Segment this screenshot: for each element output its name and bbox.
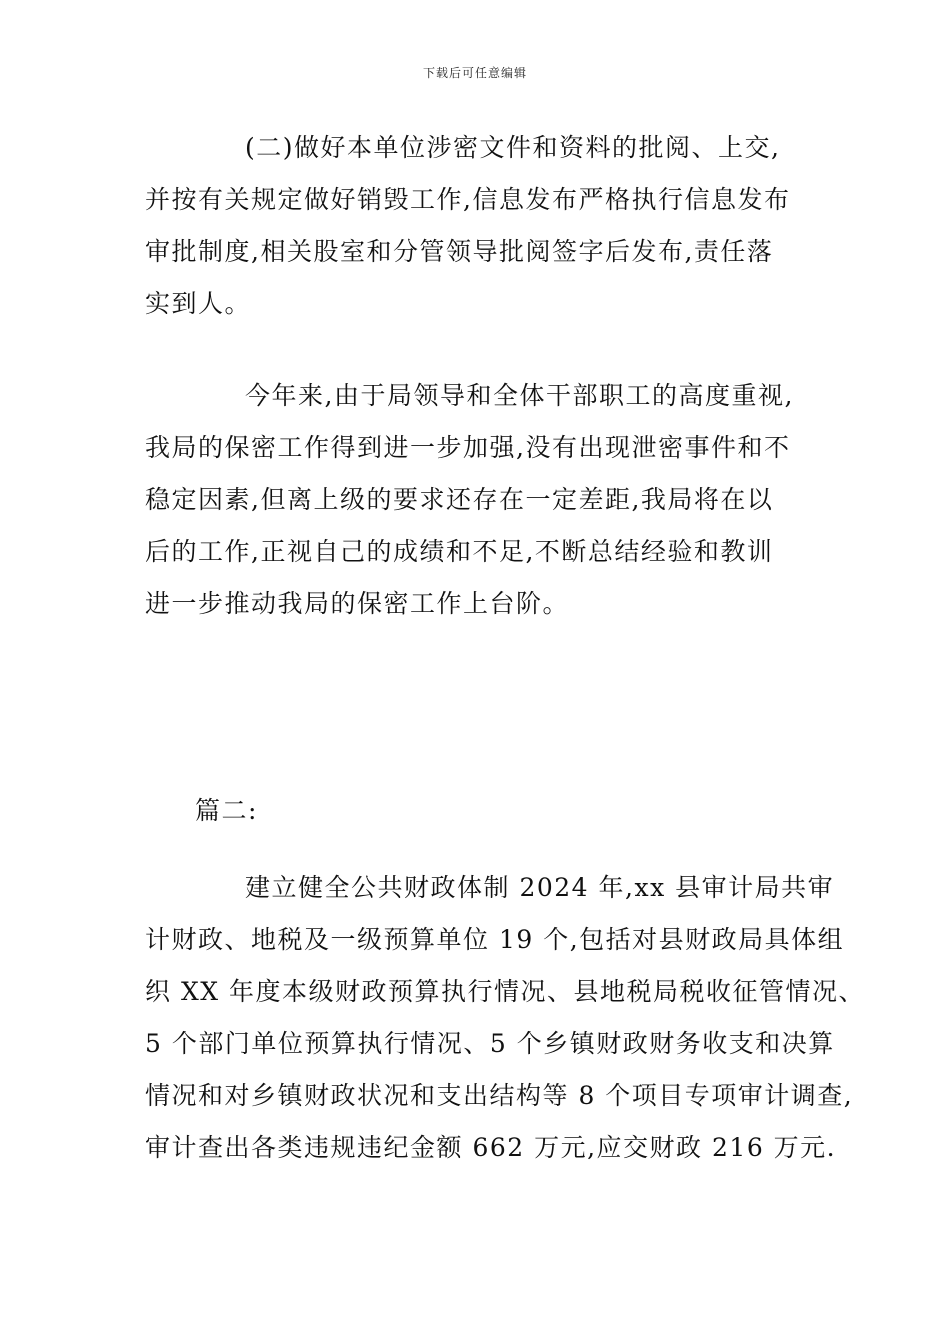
paragraph-confidential-documents xyxy=(145,122,820,330)
text-line: 进一步推动我局的保密工作上台阶。 xyxy=(145,589,570,618)
text-line: 我局的保密工作得到进一步加强,没有出现泄密事件和不 xyxy=(145,433,791,462)
text-line: 后的工作,正视自己的成绩和不足,不断总结经验和教训 xyxy=(145,537,774,566)
section-heading: 篇二: xyxy=(195,796,258,825)
text-line: 计财政、地税及一级预算单位 19 个,包括对县财政局具体组 xyxy=(145,925,845,954)
text-line: (二)做好本单位涉密文件和资料的批阅、上交, xyxy=(245,133,781,162)
text-line: 实到人。 xyxy=(145,289,252,318)
text-line: 今年来,由于局领导和全体干部职工的高度重视, xyxy=(245,381,794,410)
text-line: 建立健全公共财政体制 2024 年,xx 县审计局共审 xyxy=(245,873,835,902)
text-line: 情况和对乡镇财政状况和支出结构等 8 个项目专项审计调查, xyxy=(145,1081,854,1110)
paragraph-summary xyxy=(145,370,820,630)
text-line: 织 XX 年度本级财政预算执行情况、县地税局税收征管情况、 xyxy=(145,977,865,1006)
text-line: 并按有关规定做好销毁工作,信息发布严格执行信息发布 xyxy=(145,185,791,214)
text-line: 5 个部门单位预算执行情况、5 个乡镇财政财务收支和决算 xyxy=(145,1029,835,1058)
paragraph-audit-report xyxy=(145,862,865,1174)
page-header: 下载后可任意编辑 xyxy=(422,66,527,80)
text-line: 审批制度,相关股室和分管领导批阅签字后发布,责任落 xyxy=(145,237,774,266)
text-line: 稳定因素,但离上级的要求还存在一定差距,我局将在以 xyxy=(145,485,774,514)
text-line: 审计查出各类违规违纪金额 662 万元,应交财政 216 万元. xyxy=(145,1133,837,1162)
